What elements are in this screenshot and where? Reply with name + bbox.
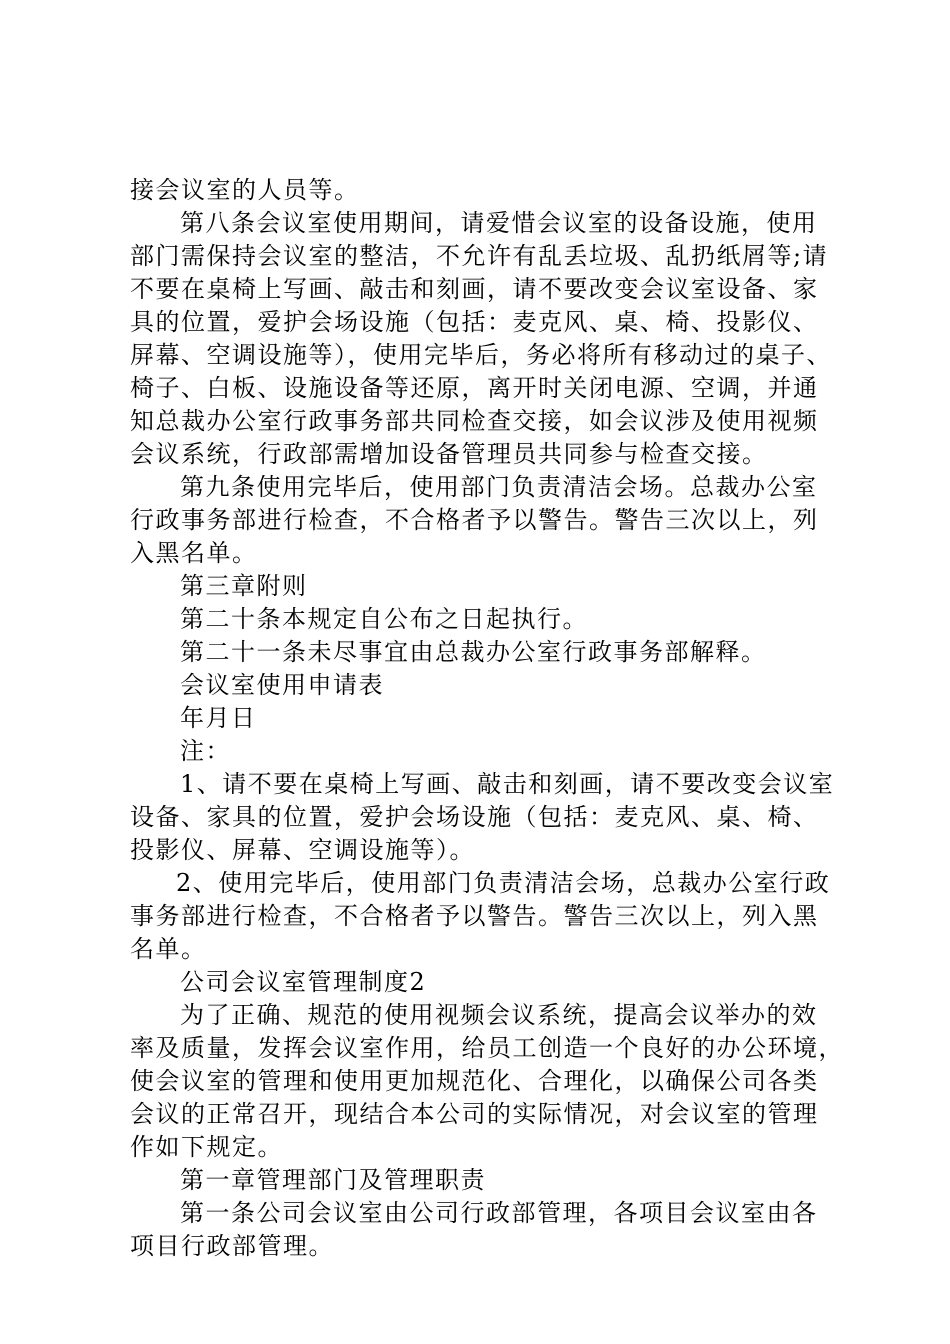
note-item: 2、使用完毕后，使用部门负责清洁会场，总裁办公室行政 [176, 869, 831, 897]
text-line: 事务部进行检查，不合格者予以警告。警告三次以上，列入黑 [130, 902, 819, 930]
text-line: 不要在桌椅上写画、敲击和刻画，请不要改变会议室设备、家 [130, 275, 819, 303]
date-line: 年月日 [180, 704, 257, 732]
section-heading: 第一章管理部门及管理职责 [180, 1166, 486, 1194]
text-line: 投影仪、屏幕、空调设施等）。 [130, 836, 475, 864]
note-item: 1、请不要在桌椅上写画、敲击和刻画，请不要改变会议室 [180, 770, 835, 798]
text-line: 第一条公司会议室由公司行政部管理，各项目会议室由各 [180, 1199, 818, 1227]
text-line: 接会议室的人员等。 [130, 176, 360, 204]
text-line: 作如下规定。 [130, 1133, 283, 1161]
text-line: 名单。 [130, 935, 207, 963]
text-line: 会议的正常召开，现结合本公司的实际情况，对会议室的管理 [130, 1100, 819, 1128]
text-line: 屏幕、空调设施等），使用完毕后，务必将所有移动过的桌子、 [130, 341, 832, 369]
text-line: 第二十一条未尽事宜由总裁办公室行政事务部解释。 [180, 638, 767, 666]
text-line: 第九条使用完毕后，使用部门负责清洁会场。总裁办公室 [180, 473, 818, 501]
text-line: 第八条会议室使用期间，请爱惜会议室的设备设施，使用 [180, 209, 818, 237]
note-label: 注： [180, 737, 231, 765]
text-line: 会议系统，行政部需增加设备管理员共同参与检查交接。 [130, 440, 768, 468]
text-line: 项目行政部管理。 [130, 1232, 334, 1260]
text-line: 部门需保持会议室的整洁，不允许有乱丢垃圾、乱扔纸屑等;请 [130, 242, 829, 270]
text-line: 具的位置，爱护会场设施（包括：麦克风、桌、椅、投影仪、 [130, 308, 819, 336]
document-subtitle: 公司会议室管理制度2 [180, 968, 427, 996]
section-heading: 第三章附则 [180, 572, 308, 600]
text-line: 知总裁办公室行政事务部共同检查交接，如会议涉及使用视频 [130, 407, 819, 435]
form-title: 会议室使用申请表 [180, 671, 384, 699]
text-line: 椅子、白板、设施设备等还原，离开时关闭电源、空调，并通 [130, 374, 819, 402]
text-line: 入黑名单。 [130, 539, 258, 567]
text-line: 为了正确、规范的使用视频会议系统，提高会议举办的效 [180, 1001, 818, 1029]
text-line: 使会议室的管理和使用更加规范化、合理化，以确保公司各类 [130, 1067, 819, 1095]
text-line: 设备、家具的位置，爱护会场设施（包括：麦克风、桌、椅、 [130, 803, 819, 831]
text-line: 行政事务部进行检查，不合格者予以警告。警告三次以上，列 [130, 506, 819, 534]
text-line: 率及质量，发挥会议室作用，给员工创造一个良好的办公环境， [130, 1034, 844, 1062]
text-line: 第二十条本规定自公布之日起执行。 [180, 605, 588, 633]
